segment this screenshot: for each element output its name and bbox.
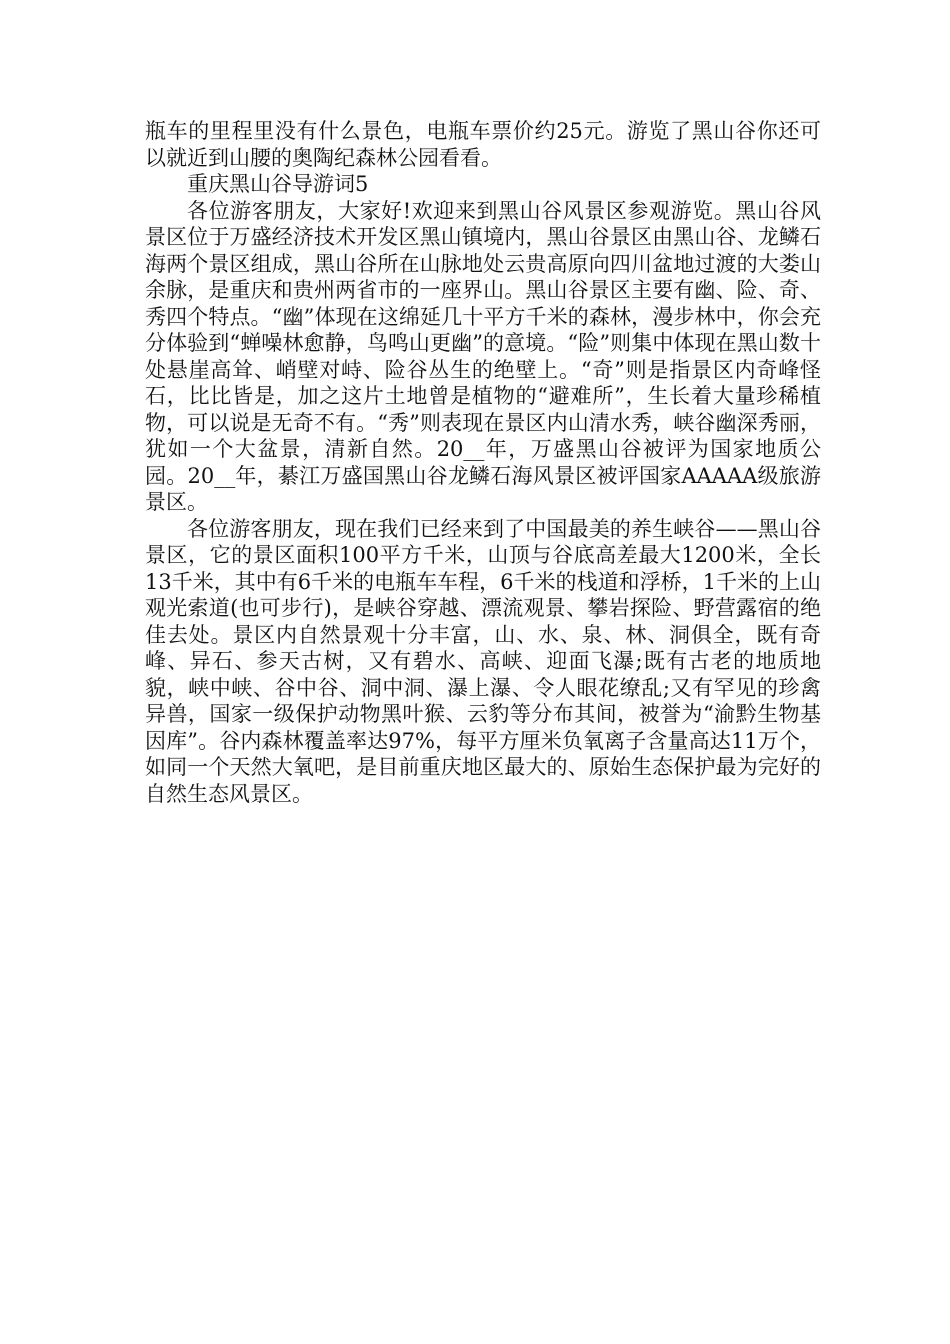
paragraph-continuation: 瓶车的里程里没有什么景色，电瓶车票价约25元。游览了黑山谷你还可以就近到山腰的奥陶纪森林公园看看。 xyxy=(145,119,821,170)
paragraph-intro: 各位游客朋友，大家好!欢迎来到黑山谷风景区参观游览。黑山谷风景区位于万盛经济技术开发区黑山镇境内，黑山谷景区由黑山谷、龙鳞石海两个景区组成，黑山谷所在山脉地处云贵高原向四川盆地过渡的大娄山余脉，是重庆和贵州两省市的一座界山。黑山谷景区主要有幽、险、奇、秀四个特点。“幽”体现在这绵延几十平方千米的森林，漫步林中，你会充分体验到“蝉噪林愈静，鸟鸣山更幽”的意境。“险”则集中体现在黑山数十处悬崖高耸、峭壁对峙、险谷丛生的绝壁上。“奇”则是指景区内奇峰怪石，比比皆是，加之这片土地曾是植物的“避难所”，生长着大量珍稀植物，可以说是无奇不有。“秀”则表现在景区内山清水秀，峡谷幽深秀丽，犹如一个大盆景，清新自然。20__年，万盛黑山谷被评为国家地质公园。20__年，綦江万盛国黑山谷龙鳞石海风景区被评国家AAAAA级旅游景区。 xyxy=(145,198,821,514)
document-page xyxy=(145,118,821,807)
paragraph-scenery: 各位游客朋友，现在我们已经来到了中国最美的养生峡谷——黑山谷景区，它的景区面积100平方千米，山顶与谷底高差最大1200米，全长13千米，其中有6千米的电瓶车车程，6千米的栈道和浮桥，1千米的上山观光索道(也可步行)，是峡谷穿越、漂流观景、攀岩探险、野营露宿的绝佳去处。景区内自然景观十分丰富，山、水、泉、林、洞俱全，既有奇峰、异石、参天古树，又有碧水、高峡、迎面飞瀑;既有古老的地质地貌，峡中峡、谷中谷、洞中洞、瀑上瀑、令人眼花缭乱;又有罕见的珍禽异兽，国家一级保护动物黑叶猴、云豹等分布其间，被誉为“渝黔生物基因库”。谷内森林覆盖率达97%，每平方厘米负氧离子含量高达11万个，如同一个天然大氧吧，是目前重庆地区最大的、原始生态保护最为完好的自然生态风景区。 xyxy=(145,516,821,806)
section-heading: 重庆黑山谷导游词5 xyxy=(187,172,369,196)
